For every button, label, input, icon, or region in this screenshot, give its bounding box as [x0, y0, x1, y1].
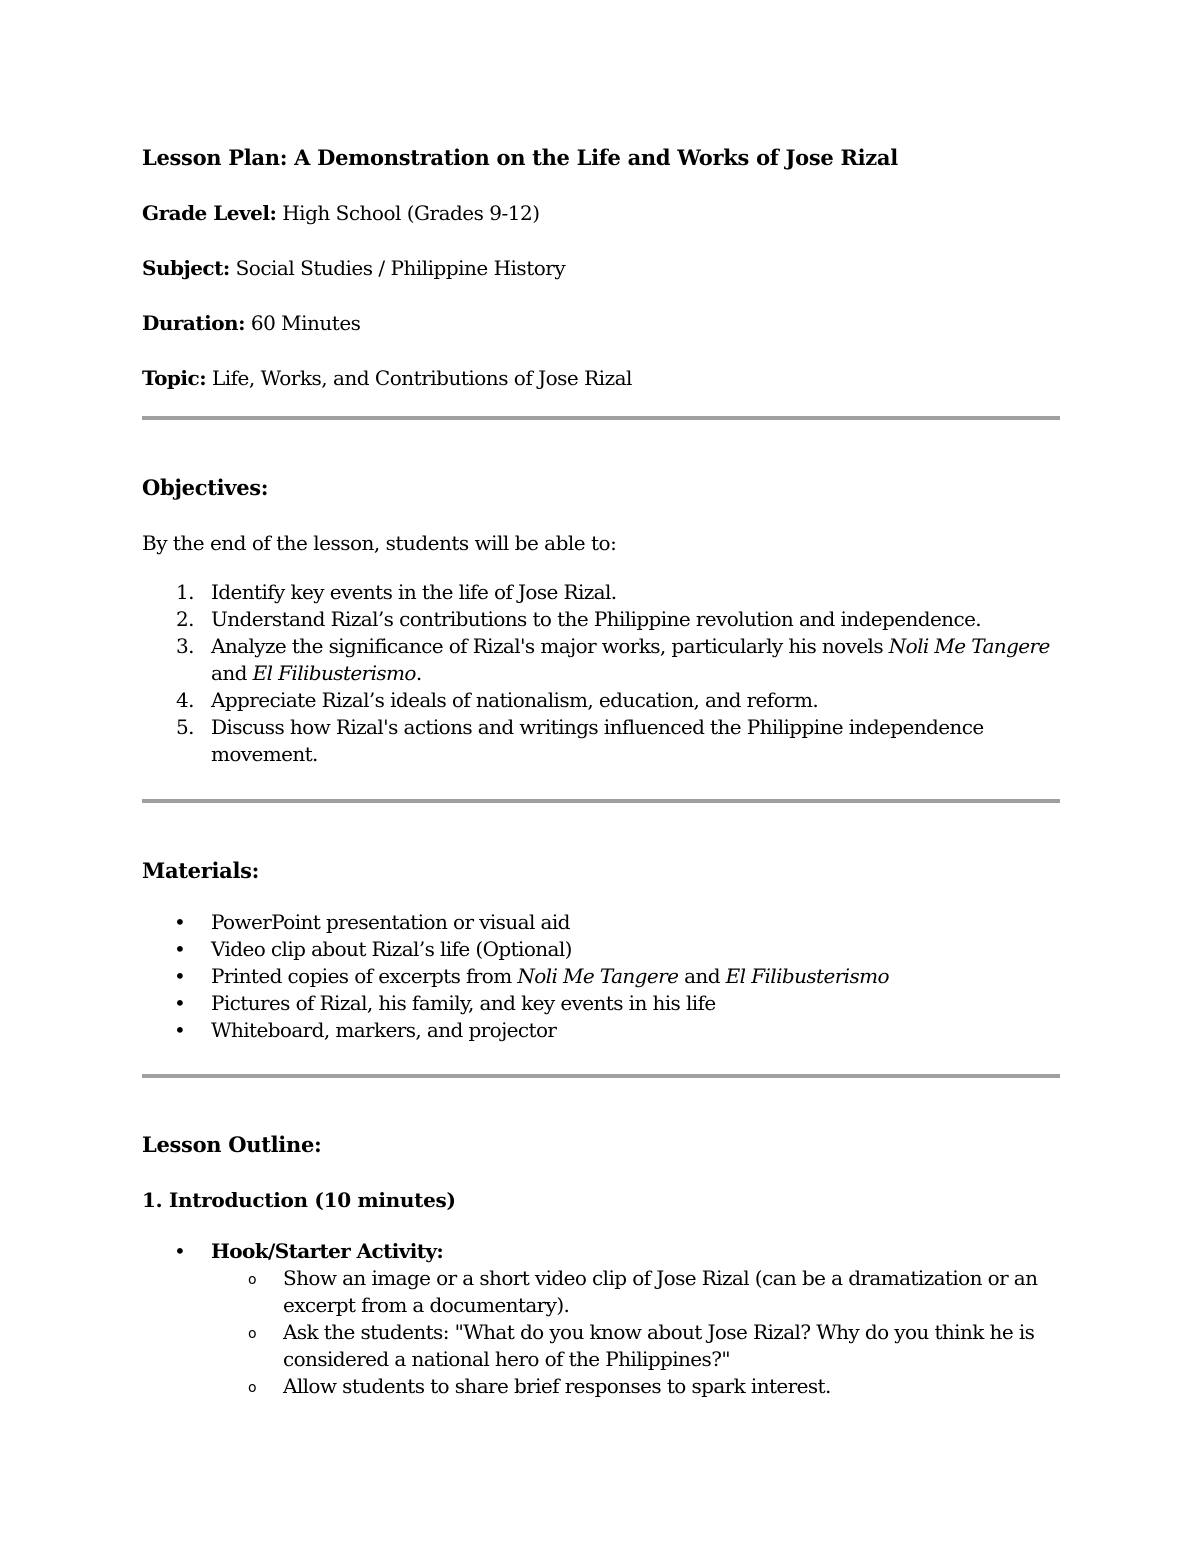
meta-value: High School (Grades 9-12): [282, 201, 540, 225]
circle-bullet-icon: o: [248, 1326, 256, 1342]
bullet-icon: •: [174, 991, 186, 1015]
section-divider: [142, 799, 1060, 803]
section-divider: [142, 1074, 1060, 1078]
list-number: 3.: [176, 634, 194, 658]
list-item: [142, 687, 1060, 714]
bullet-icon: •: [174, 964, 186, 988]
objectives-list: [142, 579, 1060, 768]
list-item-text: .: [415, 661, 422, 685]
list-item-text: Analyze the significance of Rizal's major works, particularly his novels: [211, 634, 889, 658]
introduction-heading: 1. Introduction (10 minutes): [142, 1188, 456, 1212]
list-item: [142, 579, 1060, 606]
meta-value: Life, Works, and Contributions of Jose Rizal: [211, 366, 632, 390]
bullet-icon: •: [174, 1239, 186, 1263]
list-item: [142, 1017, 1060, 1044]
materials-list: [142, 909, 1060, 1044]
meta-topic: [142, 360, 1060, 396]
objectives-intro: By the end of the lesson, students will be able to:: [142, 531, 617, 555]
meta-value: 60 Minutes: [250, 311, 361, 335]
meta-duration: [142, 305, 1060, 341]
lesson-outline-heading: Lesson Outline:: [142, 1132, 322, 1157]
list-number: 1.: [176, 580, 194, 604]
list-number: 2.: [176, 607, 194, 631]
bullet-icon: •: [174, 937, 186, 961]
list-item: [142, 1238, 1060, 1265]
document-body: [142, 140, 1060, 1398]
bullet-icon: •: [174, 910, 186, 934]
list-item-text: Appreciate Rizal’s ideals of nationalism, education, and reform.: [211, 688, 819, 712]
list-item-text: Video clip about Rizal’s life (Optional): [211, 937, 572, 961]
list-item-text: Discuss how Rizal's actions and writings influenced the Philippine independence movement.: [211, 715, 984, 766]
list-item: [142, 1373, 1060, 1400]
list-item: [142, 909, 1060, 936]
list-item-text: Understand Rizal’s contributions to the Philippine revolution and independence.: [211, 607, 982, 631]
hook-label: Hook/Starter Activity:: [211, 1239, 444, 1263]
meta-label: Duration:: [142, 311, 245, 335]
circle-bullet-icon: o: [248, 1380, 256, 1396]
list-item-text: Allow students to share brief responses to spark interest.: [283, 1374, 831, 1398]
bullet-icon: •: [174, 1018, 186, 1042]
novel-title: Noli Me Tangere: [517, 964, 679, 988]
novel-title: Noli Me Tangere: [888, 634, 1050, 658]
list-number: 5.: [176, 715, 194, 739]
list-item-text: and: [678, 964, 726, 988]
list-item-text: Whiteboard, markers, and projector: [211, 1018, 557, 1042]
list-item-text: and: [211, 661, 253, 685]
outline-list: [142, 1238, 1060, 1265]
lesson-plan-title: Lesson Plan: A Demonstration on the Life and Works of Jose Rizal: [142, 145, 898, 170]
list-item-text: Ask the students: "What do you know about Jose Rizal? Why do you think he is considered a national hero of the Philippines?": [283, 1320, 1035, 1371]
list-item-text: Printed copies of excerpts from: [211, 964, 518, 988]
section-divider: [142, 416, 1060, 420]
list-number: 4.: [176, 688, 194, 712]
novel-title: El Filibusterismo: [252, 661, 416, 685]
meta-value: Social Studies / Philippine History: [235, 256, 566, 280]
meta-subject: [142, 250, 1060, 286]
meta-grade-level: [142, 195, 1060, 231]
list-item: [142, 714, 1060, 768]
meta-label: Subject:: [142, 256, 230, 280]
materials-heading: Materials:: [142, 858, 260, 883]
objectives-heading: Objectives:: [142, 475, 269, 500]
list-item-text: PowerPoint presentation or visual aid: [211, 910, 570, 934]
hook-sublist: [142, 1265, 1060, 1400]
lesson-outline-section: [142, 1127, 1060, 1400]
list-item-text: Pictures of Rizal, his family, and key events in his life: [211, 991, 716, 1015]
list-item: [142, 606, 1060, 633]
list-item: [142, 990, 1060, 1017]
objectives-section: [142, 470, 1060, 768]
materials-section: [142, 853, 1060, 1044]
list-item: [142, 1319, 1060, 1373]
novel-title: El Filibusterismo: [725, 964, 889, 988]
list-item-text: Identify key events in the life of Jose Rizal.: [211, 580, 617, 604]
list-item-text: Show an image or a short video clip of Jose Rizal (can be a dramatization or an excerpt from a documentary).: [283, 1266, 1038, 1317]
list-item: [142, 936, 1060, 963]
meta-label: Topic:: [142, 366, 207, 390]
meta-label: Grade Level:: [142, 201, 277, 225]
list-item: [142, 633, 1060, 687]
list-item: [142, 963, 1060, 990]
list-item: [142, 1265, 1060, 1319]
circle-bullet-icon: o: [248, 1272, 256, 1288]
